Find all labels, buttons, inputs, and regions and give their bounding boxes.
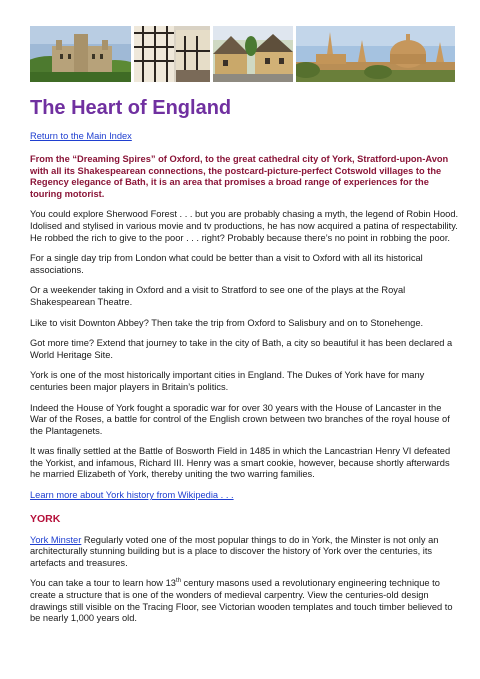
intro-paragraph: From the “Dreaming Spires” of Oxford, to the great cathedral city of York, Stratford-upon-Avon with all its Shakespearean connections, the postcard-picture-perfect Cotswold villages to the Regency elegance of Bath, it is an area that promises a broad range of experiences for the touring motorist.	[30, 154, 449, 199]
paragraph-tour	[30, 578, 460, 624]
wikipedia-york-link[interactable]: Learn more about York history from Wikipedia . . .	[30, 490, 234, 501]
paragraph-bosworth: It was finally settled at the Battle of Bosworth Field in 1485 in which the Lancastrian Henry VI defeated the Yorkist, and infamous, Richard III. Henry was a smart cookie, however, because shortly afterwards he married Elizabeth of York, thereby uniting the two warring families.	[30, 446, 451, 480]
paragraph-stratford: Or a weekender taking in Oxford and a visit to Stratford to see one of the plays at the Royal Shakespearean Theatre.	[30, 285, 406, 307]
paragraph-bath: Got more time? Extend that journey to take in the city of Bath, a city so beautiful it has been declared a World Heritage Site.	[30, 338, 453, 360]
paragraph-war-of-roses: Indeed the House of York fought a sporadic war for over 30 years with the House of Lancaster in the War of the Roses, a battle for control of the English crown between two branches of the royal house of the Plantagenets.	[30, 402, 450, 436]
oxford-spires-photo	[296, 26, 455, 82]
page-title: The Heart of England	[30, 97, 232, 119]
york-minster-text: Regularly voted one of the most popular things to do in York, the Minster is not only an architecturally stunning building but is a place to discover the history of York over the centuries, its artefacts and treasures.	[30, 534, 439, 568]
header-photo-strip	[30, 26, 455, 82]
tour-superscript: th	[175, 578, 181, 585]
tudor-street-photo	[134, 26, 209, 82]
castle-photo	[30, 26, 131, 82]
paragraph-york-minster	[30, 535, 460, 570]
cotswold-village-photo	[213, 26, 293, 82]
paragraph-downton: Like to visit Downton Abbey? Then take the trip from Oxford to Salisbury and on to Stonehenge.	[30, 317, 424, 328]
tour-text-part-1: You can take a tour to learn how 13	[30, 578, 176, 589]
paragraph-oxford-day-trip: For a single day trip from London what could be better than a visit to Oxford with all its historical associations.	[30, 253, 423, 275]
tour-text-part-2: century masons used a revolutionary engineering technique to create a structure that is one of the wonders of medieval carpentry. View the centuries-old design drawings still visible on the Tracing Floor, see Victorian wooden templates and touch timber believed to be nearly 1,000 years old.	[30, 578, 453, 624]
york-minster-link[interactable]: York Minster	[30, 534, 82, 545]
york-section-heading: YORK	[30, 512, 61, 525]
paragraph-york-importance: York is one of the most historically important cities in England. The Dukes of York have for many centuries been major players in Britain’s politics.	[30, 370, 425, 392]
paragraph-robin-hood: You could explore Sherwood Forest . . . but you are probably chasing a myth, the legend of Robin Hood. Idolised and stylised in various movie and tv productions, he has now acquired a patina of respectability. He robbed the rich to give to the poor . . . right? Probably because there’s no point in robbing the poor.	[30, 209, 459, 243]
document-page	[30, 26, 460, 625]
return-to-index-link[interactable]: Return to the Main Index	[30, 131, 132, 141]
